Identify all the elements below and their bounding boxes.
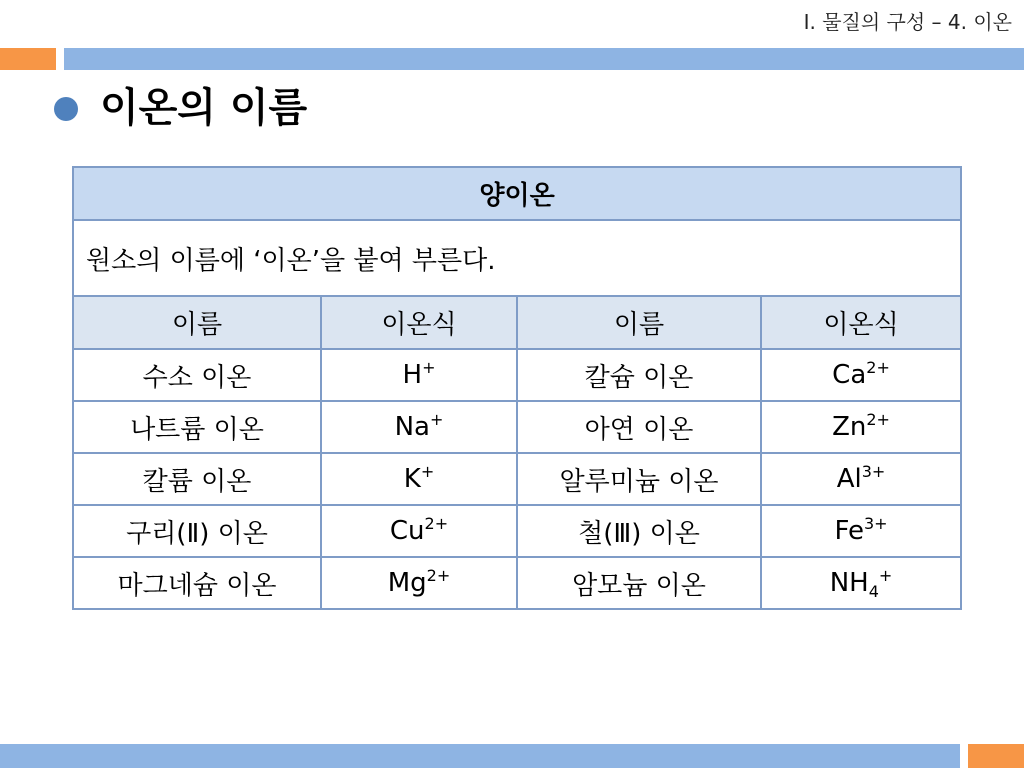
ion-charge: + [878, 566, 893, 585]
ion-subscript: 4 [868, 582, 879, 601]
bottom-blue-accent-bar [0, 744, 960, 768]
column-header-name-1: 이름 [73, 296, 321, 349]
top-blue-accent-bar [64, 48, 1024, 70]
ion-charge: + [422, 358, 436, 377]
description-cell: 원소의 이름에 ‘이온’을 붙여 부른다. [73, 220, 961, 296]
ion-symbol: Al [836, 464, 862, 494]
ion-name-cell: 암모늄 이온 [517, 557, 761, 609]
ion-formula-cell [761, 453, 961, 505]
ion-formula-cell [761, 557, 961, 609]
section-title-cell: 양이온 [73, 167, 961, 220]
ion-charge: + [420, 462, 435, 481]
table-row [73, 401, 961, 453]
ion-formula-cell [321, 557, 517, 609]
column-header-formula-2: 이온식 [761, 296, 961, 349]
ion-formula-cell [761, 401, 961, 453]
ion-symbol: Ca [832, 360, 867, 390]
table-row [73, 505, 961, 557]
table-column-header-row [73, 296, 961, 349]
ion-symbol: K [403, 464, 421, 494]
ion-symbol: Zn [832, 412, 867, 442]
ion-symbol: Na [394, 412, 430, 442]
ion-charge: 2+ [866, 358, 890, 377]
ion-name-cell: 마그네슘 이온 [73, 557, 321, 609]
ion-symbol: Fe [834, 516, 864, 546]
column-header-formula-1: 이온식 [321, 296, 517, 349]
ion-symbol: Mg [387, 568, 427, 598]
ion-name-cell: 나트륨 이온 [73, 401, 321, 453]
table-description-row [73, 220, 961, 296]
ion-formula-cell [321, 453, 517, 505]
bottom-orange-accent-bar [968, 744, 1024, 768]
ion-formula-cell [761, 349, 961, 401]
ion-name-cell: 구리(Ⅱ) 이온 [73, 505, 321, 557]
ion-symbol: NH [829, 568, 869, 598]
page-title: 이온의 이름 [100, 85, 308, 131]
ion-symbol: H [402, 360, 423, 390]
ion-name-cell: 아연 이온 [517, 401, 761, 453]
ion-formula-cell [321, 505, 517, 557]
ion-formula-cell [321, 349, 517, 401]
ion-charge: 2+ [424, 514, 449, 533]
ion-name-cell: 알루미늄 이온 [517, 453, 761, 505]
ion-name-cell: 칼슘 이온 [517, 349, 761, 401]
table-row [73, 453, 961, 505]
ion-charge: 3+ [861, 462, 886, 481]
ion-charge: 2+ [866, 410, 890, 429]
ion-charge: 3+ [863, 514, 888, 533]
ion-formula-cell [761, 505, 961, 557]
ion-formula-cell [321, 401, 517, 453]
breadcrumb: Ⅰ. 물질의 구성 – 4. 이온 [803, 10, 1012, 34]
table-row [73, 557, 961, 609]
ion-symbol: Cu [389, 516, 425, 546]
ion-name-cell: 수소 이온 [73, 349, 321, 401]
bullet-dot-icon [54, 97, 78, 121]
top-orange-accent-bar [0, 48, 56, 70]
ion-name-cell: 칼륨 이온 [73, 453, 321, 505]
table-section-header-row [73, 167, 961, 220]
ion-name-cell: 철(Ⅲ) 이온 [517, 505, 761, 557]
cation-name-table [72, 166, 962, 610]
ion-charge: + [429, 410, 444, 429]
column-header-name-2: 이름 [517, 296, 761, 349]
table-row [73, 349, 961, 401]
ion-charge: 2+ [426, 566, 451, 585]
